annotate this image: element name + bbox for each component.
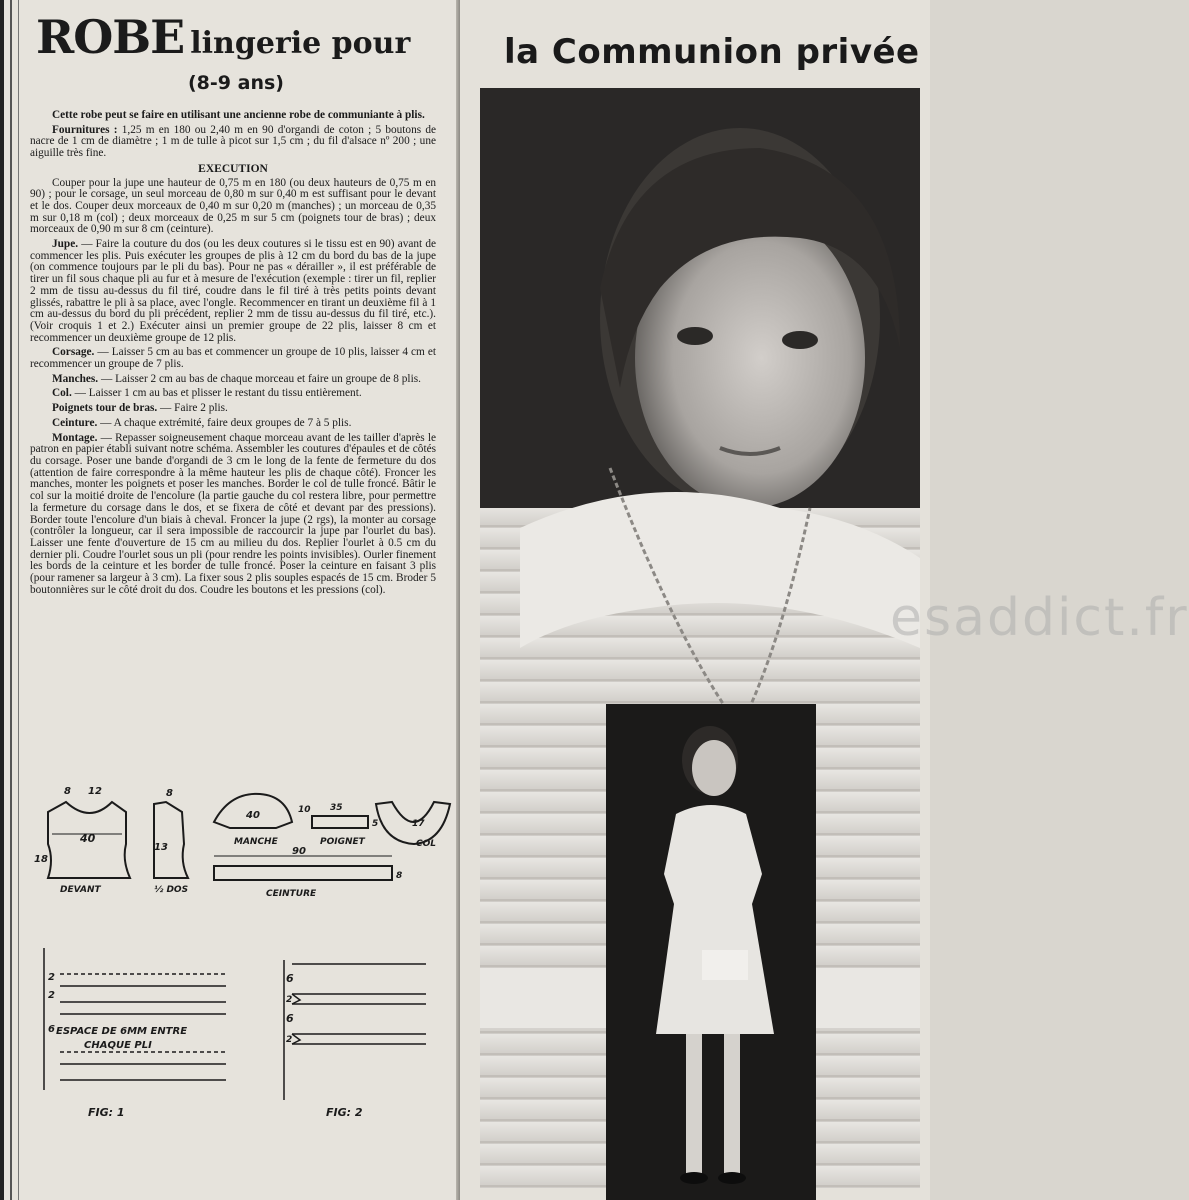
label-manche: MANCHE [234, 837, 278, 847]
couper-paragraph: Couper pour la jupe une hauteur de 0,75 m en 180 (ou deux hauteurs de 0,75 m en 90) ; pour le corsage, un seul morceau de 0,80 m sur 0,40 m est suffisant pour le devant et le dos. Couper deux morceaux de 0,40 m sur 0,20 m (manches) ; un morceau de 0,35 m sur 0,18 m (col) ; deux morceaux de 0,25 m sur 5 cm (poignets tour de bras) ; deux morceaux de 0,90 m sur 8 cm (ceinture). [30, 176, 436, 236]
page-title [36, 10, 446, 74]
right-page-title: la Communion privée [504, 32, 920, 72]
label-n35-poignet: 35 [330, 803, 343, 813]
decorative-border [10, 0, 19, 1200]
label-n40-devant: 40 [80, 832, 96, 845]
col-label: Col. [52, 387, 72, 400]
execution-heading: EXECUTION [198, 162, 268, 175]
ceinture-paragraph [30, 418, 436, 430]
label-n40-manche: 40 [246, 810, 260, 821]
manches-paragraph [30, 374, 436, 386]
poignets-label: Poignets tour de bras. [52, 402, 158, 415]
corsage-text: — Laisser 5 cm au bas et commencer un groupe de 10 plis, laisser 4 cm et recommencer un groupe de 7 plis. [30, 346, 436, 371]
corsage-label: Corsage. [52, 346, 95, 359]
manches-text: — Laisser 2 cm au bas de chaque morceau et faire un groupe de 8 plis. [98, 372, 421, 385]
label-n90-ceinture: 90 [292, 846, 306, 857]
page-subtitle: (8-9 ans) [188, 72, 284, 94]
label-n13-dos: 13 [154, 842, 168, 853]
fig2-n6-b: 6 [286, 1012, 294, 1025]
label-n5-poignet: 5 [372, 819, 379, 829]
label-n10-manche: 10 [298, 805, 311, 815]
jupe-label: Jupe. [52, 238, 79, 251]
right-page [460, 0, 1189, 1200]
demi-dos-piece [154, 802, 188, 878]
fournitures-paragraph [30, 125, 436, 160]
fournitures-label: Fournitures : [52, 123, 118, 136]
page-edge [0, 0, 4, 1200]
ceinture-text: — A chaque extrémité, faire deux groupes de 7 à 5 plis. [97, 416, 352, 429]
fig2-label: FIG: 2 [326, 1106, 363, 1119]
ceinture-label: Ceinture. [52, 416, 98, 429]
title-main: ROBE [36, 10, 185, 64]
label-ceinture: CEINTURE [266, 889, 317, 899]
label-n8-dos: 8 [166, 788, 173, 799]
col-paragraph [30, 388, 436, 400]
label-poignet: POIGNET [320, 837, 365, 847]
manches-label: Manches. [52, 372, 99, 385]
label-col: COL [416, 839, 436, 849]
label-n8-ceinture: 8 [396, 871, 403, 881]
label-demi-dos: ½ DOS [154, 885, 189, 895]
intro-paragraph: Cette robe peut se faire en utilisant une ancienne robe de communiante à plis. [52, 109, 425, 121]
ceinture-piece [214, 866, 392, 880]
montage-label: Montage. [52, 431, 98, 444]
jupe-text: — Faire la couture du dos (ou les deux coutures si le tissu est en 90) avant de commencer les plis. Puis exécuter les groupes de plis à 12 cm du bord du bas de la jupe (on commence toujours par le pli du bas). Pour ne pas « dérailler », il est préférable de tirer un fil sous chaque pli au fur et à mesure de l'exécution (exemple : tirer un fil, replier 2 mm de tissu au-dessus du fil tiré, coudre dans le fil tiré à très petits points devant glissés, rabattre le pli à sa place, avec l'ongle. Recommencer en tirant un deuxième fil à 1 cm au-dessus du bord du pli précédent, replier 2 mm de tissu au-dessus du fil tiré, etc.). (Voir croquis 1 et 2.) Exécuter ainsi un premier groupe de 22 plis, laisser 8 cm et recommencer un deuxième groupe de 12 plis. [30, 238, 436, 344]
fig2-n2-b: 2 [286, 1035, 293, 1045]
jupe-paragraph [30, 239, 436, 344]
article-body [30, 110, 436, 599]
label-n8-devant: 8 [64, 786, 71, 797]
fig2-n2-a: 2 [286, 995, 293, 1005]
fig1-label: FIG: 1 [88, 1106, 125, 1119]
label-devant: DEVANT [60, 885, 101, 895]
label-n12-devant: 12 [88, 786, 102, 797]
watermark: esaddict.fr [890, 588, 1189, 648]
label-n18-devant: 18 [34, 854, 48, 865]
pleat-figures [30, 930, 450, 1130]
left-page [0, 0, 458, 1200]
fig1-n2-b: 2 [48, 990, 55, 1001]
fournitures-text: 1,25 m en 180 ou 2,40 m en 90 d'organdi de coton ; 5 boutons de nacre de 1 cm de diamètre ; 1 m de tulle à picot sur 1,5 cm ; du fil d'alsace nº 200 ; une aiguille très fine. [30, 123, 436, 160]
fig2-n6-a: 6 [286, 972, 294, 985]
montage-paragraph [30, 433, 436, 597]
col-text: — Laisser 1 cm au bas et plisser le restant du tissu entièrement. [71, 387, 362, 400]
montage-text: — Repasser soigneusement chaque morceau avant de les tailler d'après le patron en papier établi suivant notre schéma. Assembler les coutures d'épaules et de côtés du corsage. Poser une bande d'organdi de 3 cm le long de la fente de fermeture du dos (attention de faire correspondre à la même hauteur les plis de chaque côté). Froncer les manches, monter les poignets et poser les manches. Border le col de tulle froncé. Bâtir le col sur la moitié droite de l'encolure (la partie gauche du col restera libre, pour permettre la fermeture du corsage dans le dos, et se fixera de côté et devant par des pressions). Border toute l'encolure d'un biais à cheval. Froncer la jupe (2 rgs), la monter au corsage (contrôler la longueur, car il sera impossible de raccourcir la jupe par l'ourlet du bas). Laisser une fente d'ouverture de 15 cm au milieu du dos. Replier l'ourlet à 0.5 cm du dernier pli. Coudre l'ourlet sous un pli (pour rendre les points invisibles). Ourler finement les bords de la ceinture et les border de tulle froncé. Poser la ceinture en faisant 3 plis (pour ramener sa largeur à 3 cm). La fixer sous 2 plis souples espacés de 15 cm. Broder 5 boutonnières sur le côté droit du dos. Coudre les boutons et les pressions (col). [30, 431, 436, 596]
poignets-text: — Faire 2 plis. [157, 402, 228, 415]
corsage-paragraph [30, 347, 436, 370]
fig1-chaque-pli: CHAQUE PLI [84, 1040, 152, 1051]
fig1-n2-a: 2 [48, 972, 55, 983]
poignets-paragraph [30, 403, 436, 415]
poignet-piece [312, 816, 368, 828]
girl-full-length-photo [606, 704, 816, 1200]
title-rest: lingerie pour [190, 26, 411, 61]
fig1-n6: 6 [48, 1024, 55, 1035]
pattern-diagram [30, 782, 450, 922]
fig1-espace: ESPACE DE 6MM ENTRE [56, 1026, 188, 1037]
label-n17-col: 17 [412, 819, 425, 829]
